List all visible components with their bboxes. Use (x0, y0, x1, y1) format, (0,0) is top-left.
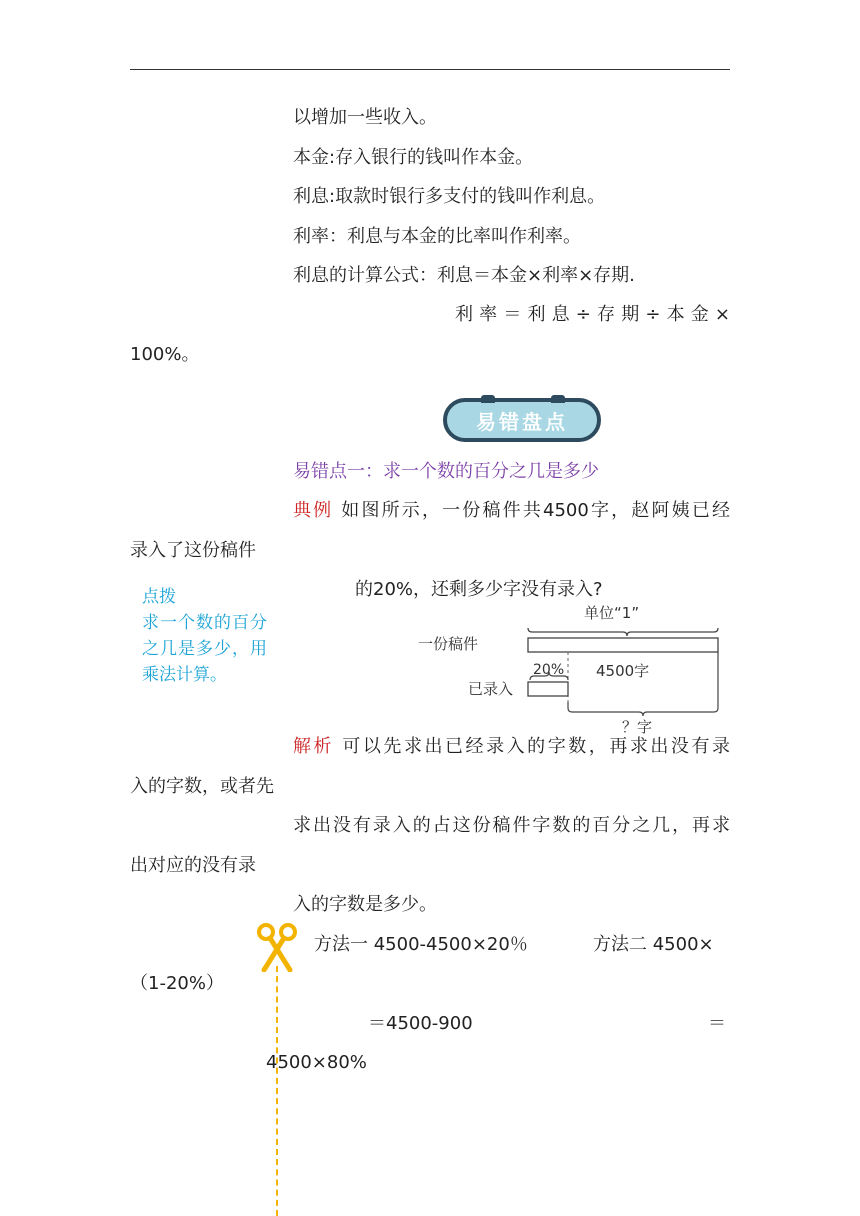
method-one: 方法一 4500-4500×20％ (314, 934, 528, 955)
badge-label: 易错盘点 (476, 409, 568, 434)
interest-formula: 利息的计算公式：利息＝本金×利率×存期. (293, 265, 635, 286)
definition-interest: 利息:取款时银行多支付的钱叫作利息。 (293, 186, 606, 207)
text-line: 以增加一些收入。 (293, 107, 437, 128)
analysis-line (293, 735, 730, 759)
analysis-text-3: 入的字数是多少。 (293, 894, 437, 915)
example-text-cont: 录入了这份稿件 (130, 540, 256, 561)
method-one-step: ＝4500-900 (368, 1013, 473, 1034)
hint-title: 点拨 (142, 587, 176, 607)
hint-body: 求一个数的百分之几是多少，用乘法计算。 (142, 613, 267, 685)
badge-tab-left (481, 395, 495, 403)
row2-label: 已录入 (468, 680, 514, 698)
unit-brace (528, 628, 718, 636)
analysis-text: 可以先求出已经录入的字数，再求出没有录 (342, 736, 730, 757)
example-line (293, 499, 730, 523)
method-two-equals: ＝ (708, 1013, 726, 1034)
error-point-title: 易错点一：求一个数的百分之几是多少 (293, 461, 599, 482)
analysis-tag: 解析 (293, 736, 335, 757)
example-tag: 典例 (293, 500, 334, 521)
percent-label: 20% (533, 662, 565, 678)
header-rule (130, 69, 730, 70)
analysis-text-2: 求出没有录入的占这份稿件字数的百分之几，再求 (293, 815, 730, 836)
method-two-step: 4500×80% (266, 1052, 367, 1073)
method-two: 方法二 4500× (593, 934, 714, 955)
unit-label: 单位“1” (584, 604, 640, 622)
rate-formula-cont: 100%。 (130, 344, 200, 365)
example-text: 如图所示，一份稿件共4500字，赵阿姨已经 (341, 500, 731, 521)
scissors-icon (256, 922, 298, 972)
analysis-text-cont: 入的字数，或者先 (130, 776, 274, 797)
badge-tab-right (551, 395, 565, 403)
example-question: 的20%，还剩多少字没有录入? (355, 579, 603, 600)
entered-bar (528, 682, 568, 696)
rate-formula: 利率＝利息÷存期÷本金× (455, 304, 730, 325)
analysis-text-2-cont: 出对应的没有录 (130, 855, 256, 876)
row1-label: 一份稿件 (418, 635, 479, 653)
definition-rate: 利率：利息与本金的比率叫作利率。 (293, 226, 581, 247)
cut-line (276, 966, 278, 1216)
total-label: 4500字 (596, 662, 650, 680)
method-two-cont: （1-20%） (130, 973, 224, 994)
section-badge (443, 398, 601, 442)
definition-principal: 本金:存入银行的钱叫作本金。 (293, 147, 534, 168)
line-segment-diagram (418, 598, 730, 740)
hint-box (142, 584, 267, 688)
unknown-label: ？字 (622, 718, 653, 736)
total-bar (528, 638, 718, 652)
